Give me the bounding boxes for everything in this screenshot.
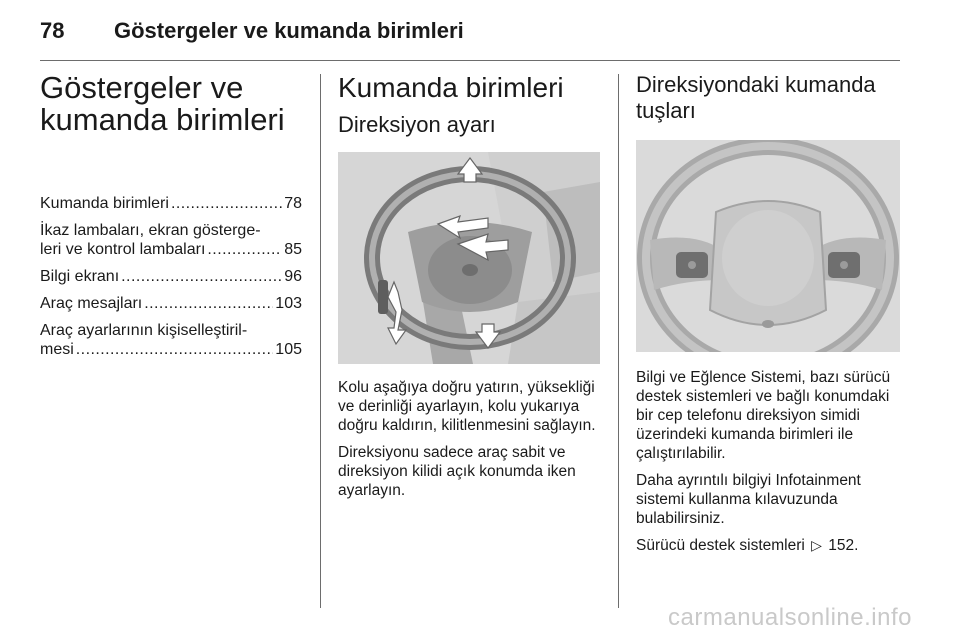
steering-controls-column xyxy=(636,72,902,563)
chapter-contents-column xyxy=(40,72,302,367)
cross-reference[interactable] xyxy=(636,536,902,555)
table-of-contents xyxy=(40,194,302,359)
column-divider xyxy=(320,74,321,608)
toc-entry-text: Araç ayarlarının kişiselleştiril- xyxy=(40,322,248,339)
toc-page-number: 78 xyxy=(284,195,302,212)
section-title: Kumanda birimleri xyxy=(338,72,564,103)
cross-reference-page: 152. xyxy=(828,537,859,554)
chapter-title-line-1: Göstergeler ve xyxy=(40,70,244,105)
toc-leader xyxy=(207,240,282,259)
toc-leader xyxy=(76,340,274,359)
steering-controls-text xyxy=(636,368,902,555)
toc-page-number: 85 xyxy=(284,241,302,258)
toc-entry[interactable] xyxy=(40,321,302,359)
toc-leader xyxy=(144,294,273,313)
controls-title-line-1: Direksiyondaki kumanda xyxy=(636,72,876,97)
paragraph: Direksiyonu sadece araç sabit ve direksiyon kilidi açık konumda iken ayarlayın. xyxy=(338,444,576,499)
running-title: Göstergeler ve kumanda birimleri xyxy=(114,18,464,43)
toc-entry-text: Araç mesajları xyxy=(40,295,143,312)
toc-entry[interactable] xyxy=(40,294,302,313)
toc-page-number: 103 xyxy=(275,295,302,312)
toc-entry[interactable] xyxy=(40,267,302,286)
watermark: carmanualsonline.info xyxy=(668,604,912,631)
cross-reference-text: Sürücü destek sistemleri xyxy=(636,537,805,554)
column-divider xyxy=(618,74,619,608)
paragraph: Bilgi ve Eğlence Sistemi, bazı sürücü destek sistemleri ve bağlı konumdaki bir cep telefonu direksiyon simidi üzerindeki kumanda birimleri ile çalıştırılabilir. xyxy=(636,369,891,462)
triangle-right-icon: ▷ xyxy=(811,537,822,553)
toc-page-number: 96 xyxy=(284,268,302,285)
controls-section-title xyxy=(636,72,902,124)
toc-entry-text: Bilgi ekranı xyxy=(40,268,120,285)
toc-entry-text: leri ve kontrol lambaları xyxy=(40,241,206,258)
steering-adjustment-text xyxy=(338,378,600,500)
toc-entry-text: İkaz lambaları, ekran gösterge- xyxy=(40,222,261,239)
steering-controls-figure xyxy=(636,140,900,352)
paragraph: Daha ayrıntılı bilgiyi Infotainment sistemi kullanma kılavuzunda bulabilirsiniz. xyxy=(636,472,861,527)
toc-page-number: 105 xyxy=(275,341,302,358)
toc-entry[interactable] xyxy=(40,221,302,259)
chapter-title xyxy=(40,72,302,136)
chapter-title-line-2: kumanda birimleri xyxy=(40,102,285,137)
toc-leader xyxy=(171,194,282,213)
steering-adjustment-figure xyxy=(338,152,600,364)
toc-leader xyxy=(121,267,282,286)
steering-wheel-adjustment-illustration xyxy=(338,152,600,364)
toc-entry-text: mesi xyxy=(40,341,74,358)
steering-wheel-controls-illustration xyxy=(636,140,900,352)
controls-title-line-2: tuşları xyxy=(636,98,696,123)
steering-adjustment-column xyxy=(338,72,600,508)
page-number: 78 xyxy=(40,18,65,43)
subsection-title: Direksiyon ayarı xyxy=(338,112,496,137)
toc-entry[interactable] xyxy=(40,194,302,213)
page-header xyxy=(40,16,900,61)
toc-entry-text: Kumanda birimleri xyxy=(40,195,169,212)
paragraph: Kolu aşağıya doğru yatırın, yüksekliği ve derinliği ayarlayın, kolu yukarıya doğru kaldırın, kilitlenmesini sağlayın. xyxy=(338,379,596,434)
